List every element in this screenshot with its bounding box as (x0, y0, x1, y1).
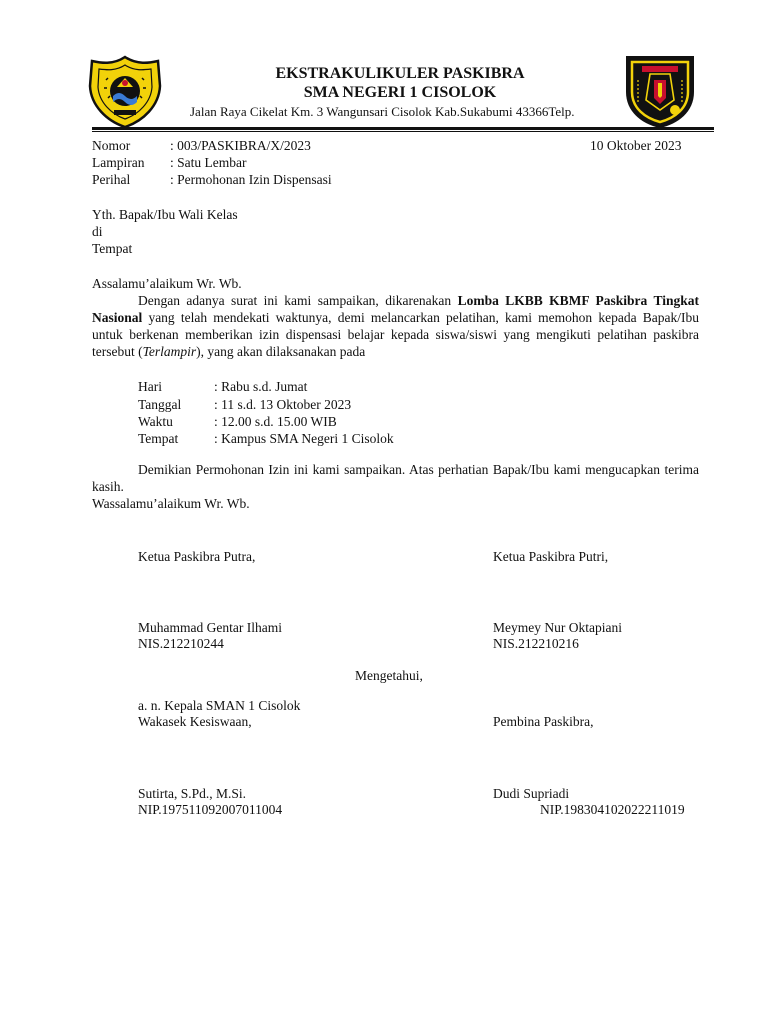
detail-key: Waktu (138, 414, 173, 429)
letter-date: 10 Oktober 2023 (590, 138, 682, 153)
nomor-value: : 003/PASKIBRA/X/2023 (170, 138, 311, 153)
nomor-label: Nomor (92, 138, 131, 153)
greeting: Assalamu’alaikum Wr. Wb. (92, 276, 242, 291)
head-title-line-1: a. n. Kepala SMAN 1 Cisolok (138, 698, 301, 713)
coach-title: Pembina Paskibra, (493, 714, 594, 729)
letterhead-rule-thick (92, 127, 714, 130)
recipient-line-2: di (92, 224, 103, 239)
detail-value: : Kampus SMA Negeri 1 Cisolok (214, 431, 394, 446)
lampiran-label: Lampiran (92, 155, 145, 170)
body-paragraph (92, 292, 699, 360)
signer-left-name: Muhammad Gentar Ilhami (138, 620, 282, 635)
closing-paragraph: Demikian Permohonan Izin ini kami sampaikan. Atas perhatian Bapak/Ibu kami mengucapkan terima kasih. (92, 462, 699, 494)
head-id: NIP.197511092007011004 (138, 802, 283, 817)
paragraph-text: ), yang akan dilaksanakan pada (196, 344, 366, 359)
farewell: Wassalamu’alaikum Wr. Wb. (92, 496, 250, 511)
recipient-line-1: Yth. Bapak/Ibu Wali Kelas (92, 207, 238, 222)
perihal-label: Perihal (92, 172, 131, 187)
recipient-line-3: Tempat (92, 241, 133, 256)
detail-value: : 12.00 s.d. 15.00 WIB (214, 414, 337, 429)
detail-key: Tanggal (138, 397, 182, 412)
letterhead-rule-thin (92, 131, 714, 132)
signer-right-id: NIS.212210216 (493, 636, 579, 651)
event-name: Lomba LKBB KBMF Paskibra Tingkat Nasional (92, 293, 699, 325)
signer-left-title: Ketua Paskibra Putra, (138, 549, 256, 564)
coach-id: NIP.198304102022211019 (540, 802, 685, 817)
school-address: Jalan Raya Cikelat Km. 3 Wangunsari Cisolok Kab.Sukabumi 43366Telp. (190, 104, 575, 119)
perihal-value: : Permohonan Izin Dispensasi (170, 172, 332, 187)
signer-right-name: Meymey Nur Oktapiani (493, 620, 622, 635)
paragraph-text: yang telah mendekati waktunya, demi melancarkan pelatihan, kami memohon kepada Bapak/Ibu untuk berkenan memberikan izin dispensasi belajar kepada siswa/siswi yang mengikuti pelatihan paskibra tersebut ( (92, 310, 699, 359)
detail-key: Tempat (138, 431, 179, 446)
detail-key: Hari (138, 379, 162, 394)
coach-name: Dudi Supriadi (493, 786, 570, 801)
head-name: Sutirta, S.Pd., M.Si. (138, 786, 247, 801)
school-name: SMA NEGERI 1 CISOLOK (303, 84, 497, 101)
signer-left-id: NIS.212210244 (138, 636, 224, 651)
attachment-note: Terlampir (142, 344, 197, 359)
acknowledged-label: Mengetahui, (355, 668, 423, 683)
lampiran-value: : Satu Lembar (170, 155, 247, 170)
organization-name: EKSTRAKULIKULER PASKIBRA (275, 65, 525, 82)
detail-value: : Rabu s.d. Jumat (214, 379, 308, 394)
signer-right-title: Ketua Paskibra Putri, (493, 549, 609, 564)
paragraph-text: Dengan adanya surat ini kami sampaikan, dikarenakan (138, 293, 458, 308)
head-title-line-2: Wakasek Kesiswaan, (138, 714, 252, 729)
detail-value: : 11 s.d. 13 Oktober 2023 (214, 397, 352, 412)
